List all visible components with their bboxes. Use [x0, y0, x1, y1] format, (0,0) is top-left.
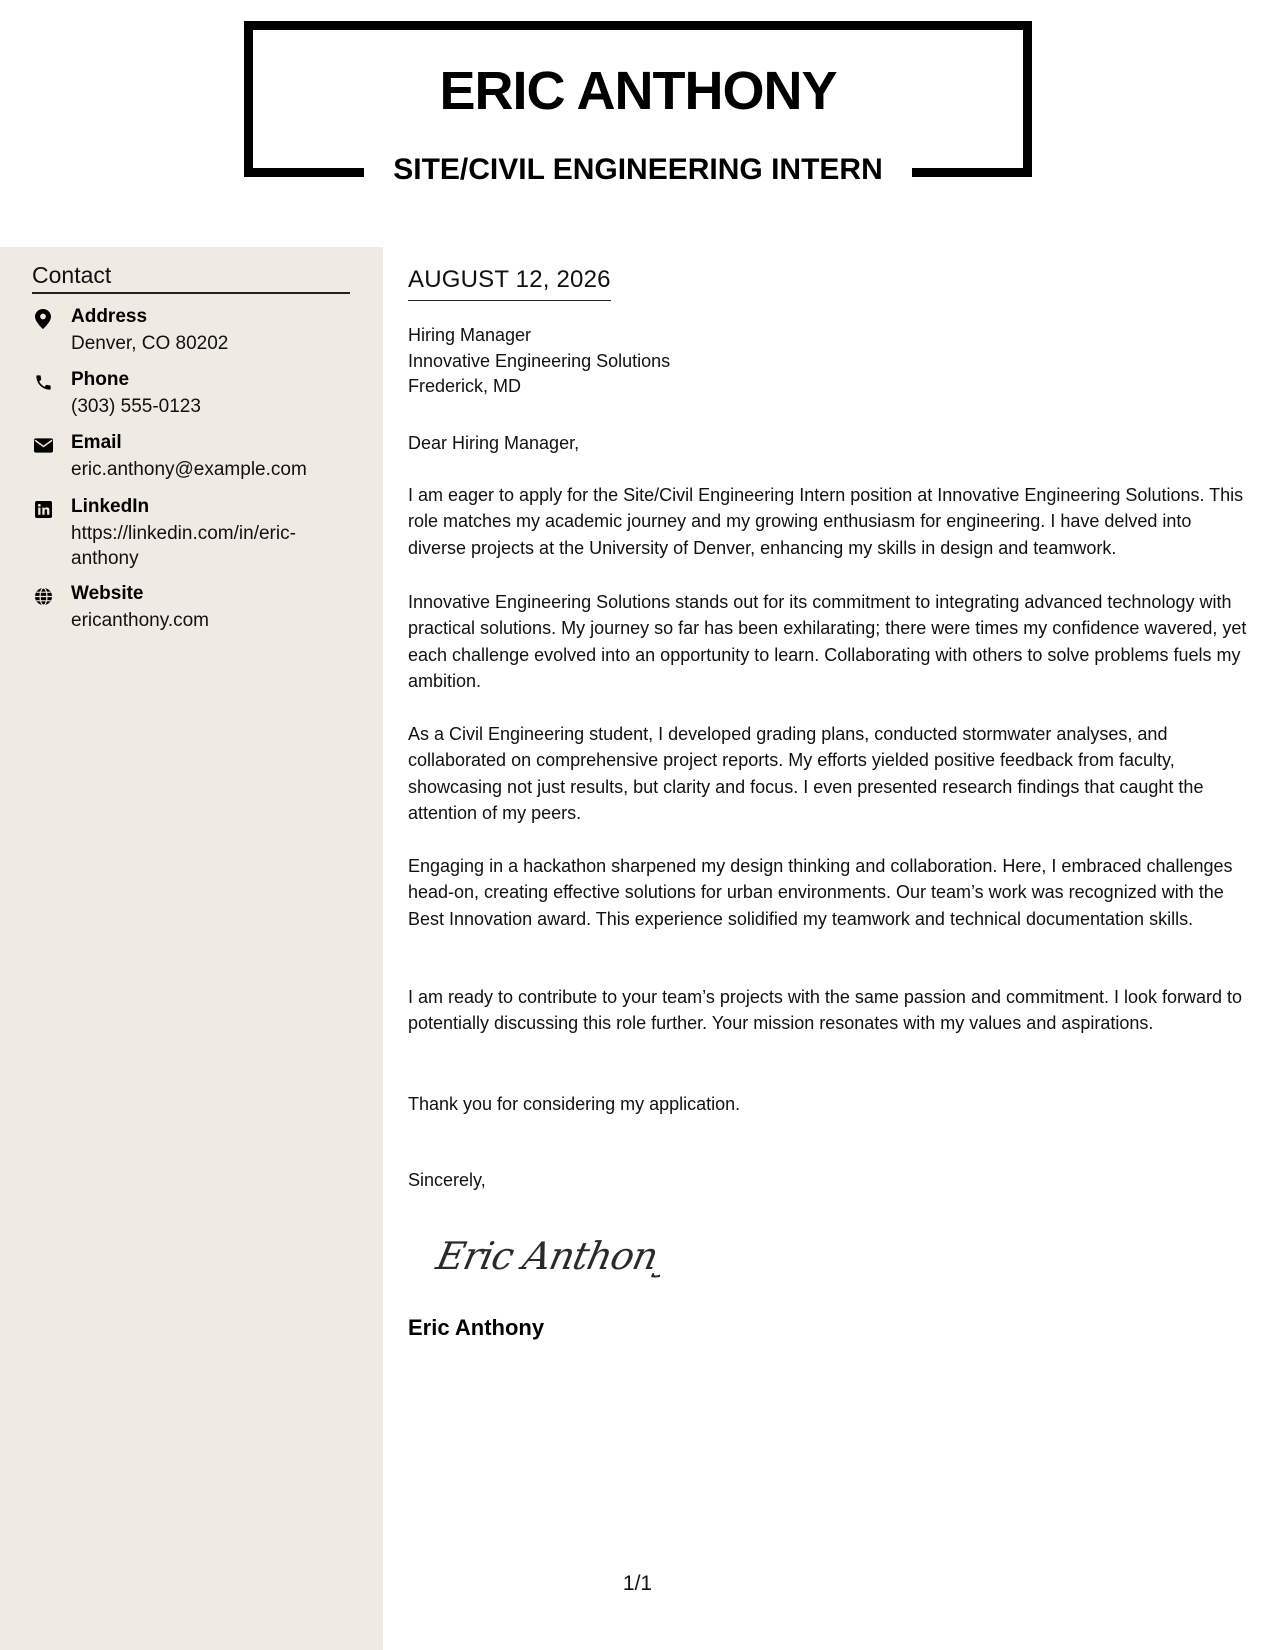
contact-label: Phone: [71, 369, 130, 390]
contact-value: ericanthony.com: [71, 610, 209, 631]
page-number: 1/1: [622, 1572, 653, 1595]
body-paragraph: Innovative Engineering Solutions stands out for its commitment to integrating advanced technology with practical solutions. My journey so far has been exhilarating; there were times my confidence wavered, yet each challenge evolved into an opportunity to learn. Collaborating with others to solve problems fuels my ambition.: [408, 592, 1247, 691]
recipient-line: Frederick, MD: [408, 376, 522, 396]
body-paragraph: I am ready to contribute to your team’s projects with the same passion and commitment. I look forward to potentially discussing this role further. Your mission resonates with my values and aspirations.: [408, 987, 1243, 1034]
body-paragraph: I am eager to apply for the Site/Civil Engineering Intern position at Innovative Engineering Solutions. This role matches my academic journey and my growing enthusiasm for engineering. I have delved into diverse projects at the University of Denver, enhancing my skills in design and teamwork.: [408, 485, 1244, 558]
body-paragraph: As a Civil Engineering student, I developed grading plans, conducted stormwater analyses, and collaborated on comprehensive project reports. My efforts yielded positive feedback from faculty, showcasing not just results, but clarity and focus. I even presented research findings that caught the attention of my peers.: [408, 724, 1204, 823]
handwritten-signature: [430, 1225, 660, 1290]
contact-heading: Contact: [32, 262, 350, 294]
envelope-icon: [32, 434, 54, 456]
salutation: Dear Hiring Manager,: [408, 433, 580, 453]
closing: Sincerely,: [408, 1170, 486, 1190]
body-paragraph: Engaging in a hackathon sharpened my design thinking and collaboration. Here, I embraced challenges head-on, creating effective solutions for urban environments. Our team’s work was recognized with the Best Innovation award. This experience solidified my teamwork and technical documentation skills.: [408, 856, 1233, 929]
contact-label: Website: [71, 583, 144, 604]
linkedin-icon: [32, 498, 54, 520]
phone-icon: [32, 371, 54, 393]
contact-value: (303) 555-0123: [71, 396, 201, 417]
contact-label: LinkedIn: [71, 496, 150, 517]
contact-value: Denver, CO 80202: [71, 333, 229, 354]
job-title: SITE/CIVIL ENGINEERING INTERN: [393, 153, 883, 186]
contact-label: Email: [71, 432, 122, 453]
letter-date: AUGUST 12, 2026: [408, 266, 611, 301]
recipient-block: [408, 323, 670, 400]
contact-value: eric.anthony@example.com: [71, 459, 307, 480]
globe-icon: [32, 585, 54, 607]
svg-text:Eric Anthony: Eric Anthony: [432, 1234, 660, 1279]
applicant-name: ERIC ANTHONY: [439, 61, 837, 121]
contact-value: https://linkedin.com/in/eric-anthony: [71, 523, 296, 569]
recipient-line: Hiring Manager: [408, 325, 532, 345]
recipient-line: Innovative Engineering Solutions: [408, 350, 671, 371]
contact-label: Address: [71, 306, 148, 327]
body-paragraph: Thank you for considering my application.: [408, 1094, 741, 1114]
map-pin-icon: [32, 308, 54, 330]
signer-name: Eric Anthony: [408, 1315, 545, 1340]
